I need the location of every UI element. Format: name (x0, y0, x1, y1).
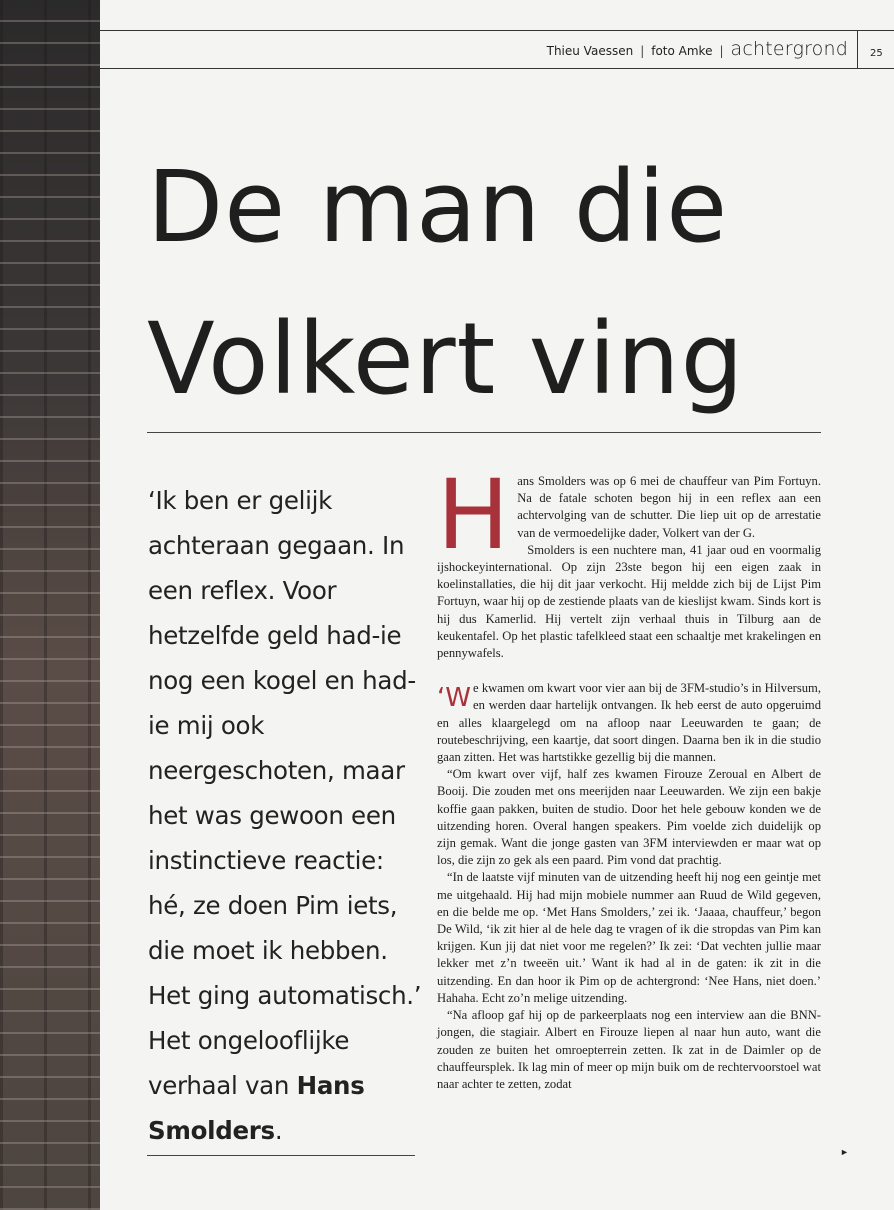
page-header (547, 38, 848, 62)
author-credit: Thieu Vaessen (546, 44, 634, 58)
headline-rule (147, 432, 821, 433)
brick-wall-photo (0, 0, 100, 1210)
pull-quote-name: Hans Smolders (148, 1071, 365, 1145)
section-gap (437, 662, 821, 680)
section-name: achtergrond (730, 38, 848, 60)
pull-quote-text: ‘Ik ben er gelijk achteraan gegaan. In een reflex. Voor hetzelfde geld had-ie nog een kogel en had-ie mij ook neergeschoten, maar het was gewoon een instinctieve reactie: hé, ze doen Pim iets, die moet ik hebben. Het ging automatisch.’ Het ongelooflijke verhaal van (148, 486, 422, 1100)
header-separator: | (719, 44, 724, 58)
header-separator: | (640, 44, 645, 58)
article-intro (437, 459, 821, 571)
quote-text: e kwamen om kwart voor vier aan bij de 3FM-studio’s in Hilversum, en werden daar hartelijk ontvangen. Ik heb eerst de auto opgeruimd en alles klaargelegd om na afloop naar Leeuwarden te gaan; de routebeschrijving, een kaartje, dat soort dingen. Daarna ben ik in die studio gaan zitten. Het was hartstikke gezellig bij die mannen. (437, 681, 821, 765)
article-paragraph: “Om kwart over vijf, half zes kwamen Firouze Zeroual en Albert de Booij. Die zouden met ons meerijden naar Leeuwarden. We zijn een bakje koffie gaan pakken, buiten de studio. Door het hele gebouw konden we de uitzending horen. Overal hangen speakers. Pim voelde zich duidelijk op zijn gemak. Want die jonge gasten van 3FM interviewden er maar wat op los, die zijn zo gek als een paard. Pim vond dat prachtig. (437, 767, 821, 868)
photo-credit: foto Amke (651, 44, 713, 58)
article-paragraph: “Na afloop gaf hij op de parkeerplaats nog een interview aan die BNN-jongen, die stagiair. Albert en Firouze liepen al naar hun auto, want die zouden ze buiten het omroepterrein zetten. Ik zat in de Daimler op de chauffeursplek. Ik lag min of meer op mijn buik om de rechtervoorstoel wat naar achter te zetten, zodat (437, 1008, 821, 1091)
intro-text: ans Smolders was op 6 mei de chauffeur van Pim Fortuyn. Na de fatale schoten begon hij in een reflex aan een achtervolging van de schutter. Die liep uit op de arrestatie van de vermoedelijke dader, Volkert van der G. (517, 474, 821, 540)
headline-line-2: Volkert ving (147, 302, 745, 417)
article-paragraph: Smolders is een nuchtere man, 41 jaar oud en voormalig ijshockeyinternational. Op zijn 23ste begon hij een eigen zaak in koelinstallaties, die hij dit jaar verkocht. Hij meldde zich bij de Lijst Pim Fortuyn, waar hij op de zestiende plaats van de kieslijst kwam. Sinds kort is hij dus Kamerlid. Hij vertelt zijn verhaal thuis in Tilburg aan de keukentafel. Op het plastic tafelkleed staat een schaaltje met krakelingen en pennywafels. (437, 542, 821, 661)
article-quote-paragraph (437, 680, 821, 766)
pull-quote-rule (147, 1155, 415, 1156)
pull-quote-end: . (274, 1116, 283, 1145)
continue-arrow-icon: ► (840, 1147, 849, 1157)
header-rule-top (100, 30, 894, 31)
page-number: 25 (870, 48, 883, 59)
pull-quote (148, 478, 423, 1153)
header-divider (857, 30, 858, 69)
article-paragraph: “In de laatste vijf minuten van de uitzending heeft hij nog een geintje met me uitgehaald. Hij had mijn mobiele nummer aan Ruud de Wild gegeven, en die belde me op. ‘Met Hans Smolders,’ zei ik. ‘Jaaaa, chauffeur,’ begon De Wild, ‘ik zit hier al de hele dag te vragen of ik die stropdas van Pim kan krijgen. Kun jij dat niet voor me regelen?’ Ik zei: ‘Dat vechten jullie maar lekker met z’n tweeën uit.’ Want ik had al in de gaten: ik zit in die uitzending. En dan hoor ik Pim op de achtergrond: ‘Nee Hans, niet doen.’ Hahaha. Echt zo’n melige uitzending. (437, 870, 821, 1005)
headline-line-1: De man die (147, 150, 729, 265)
headline (147, 132, 867, 436)
header-rule-bottom (100, 68, 894, 69)
article-body (437, 459, 821, 1093)
drop-cap: H (437, 459, 510, 571)
quote-initial: ‘W (437, 683, 471, 714)
